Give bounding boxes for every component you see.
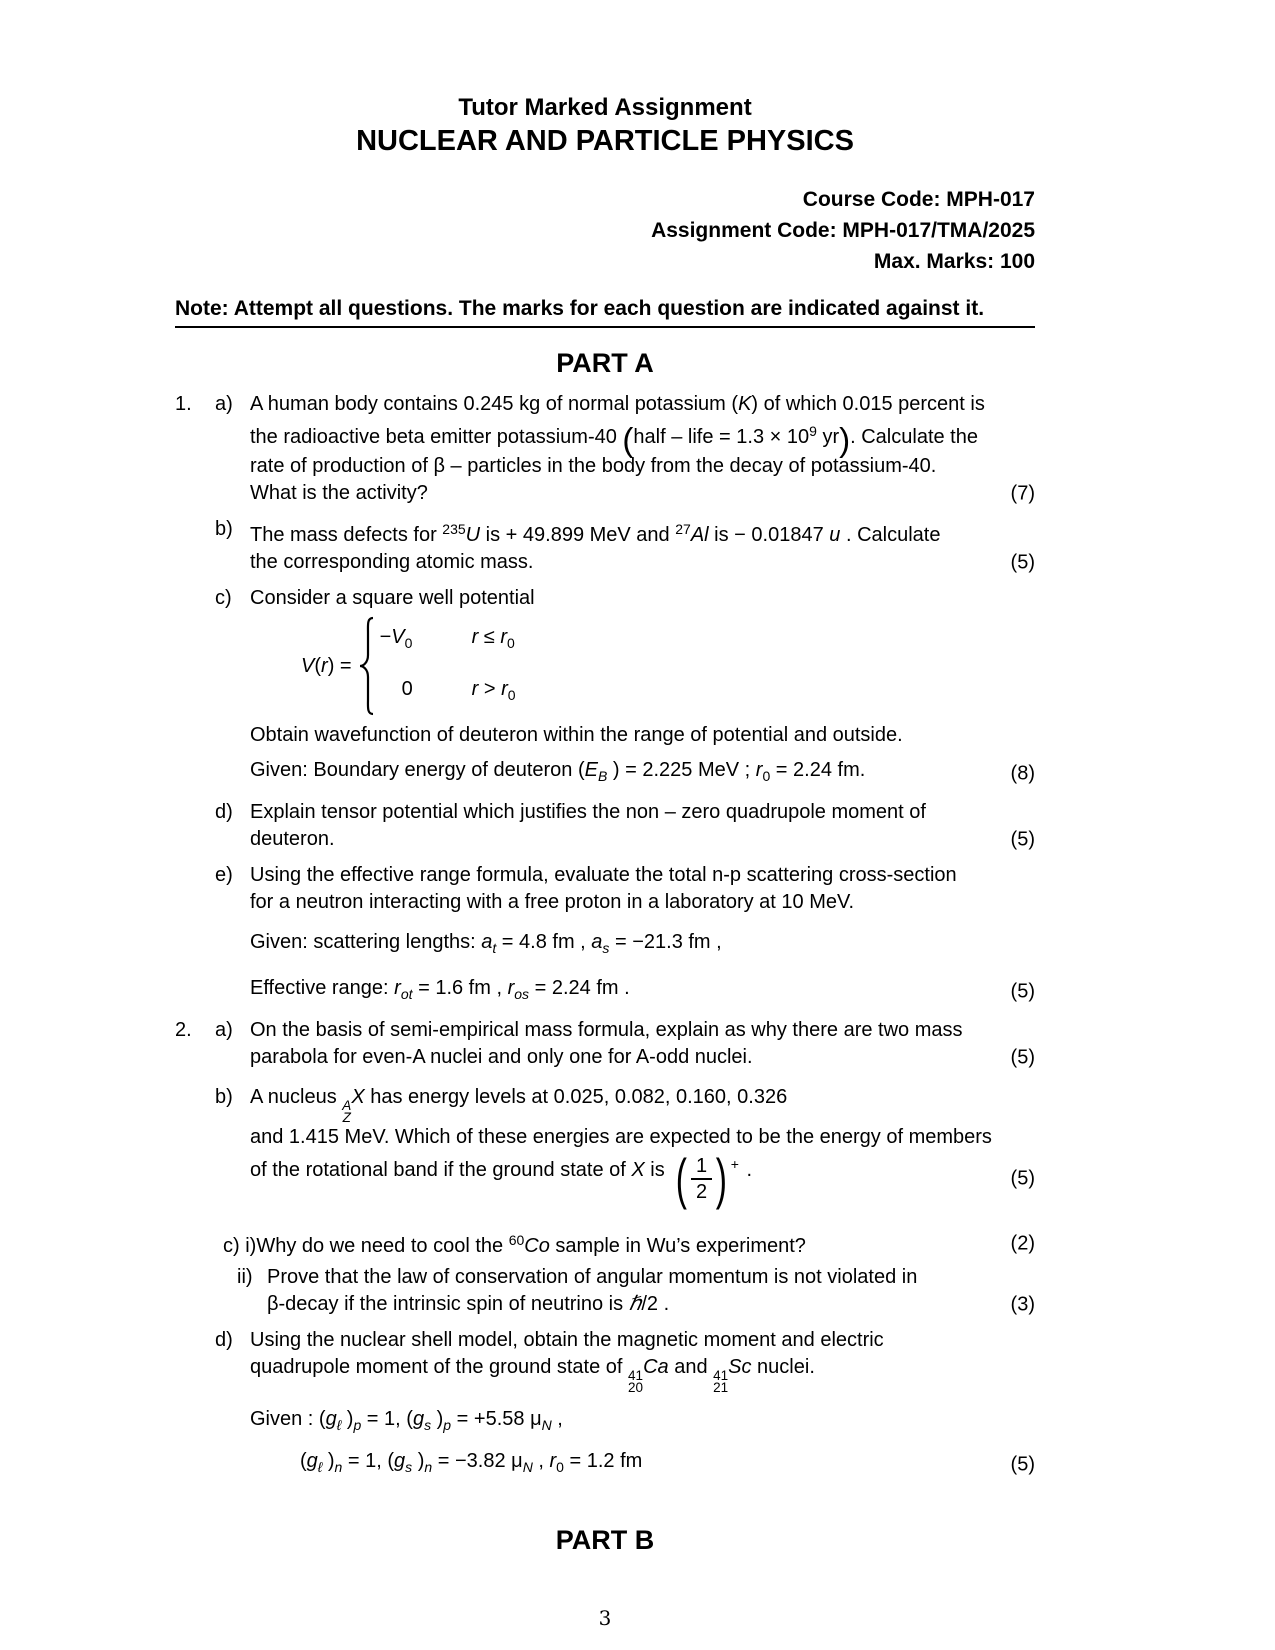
text-line bbox=[300, 1448, 1035, 1481]
text-segment: The mass defects for bbox=[250, 524, 443, 546]
part-b-heading: PART B bbox=[555, 1525, 655, 1555]
text-segment: = 1, ( bbox=[361, 1408, 413, 1430]
text-segment: s bbox=[424, 1417, 432, 1433]
text-segment: Prove that the law of conservation of angular momentum is not violated in bbox=[267, 1266, 918, 1288]
question-text bbox=[300, 1448, 1035, 1481]
text-segment: 0 bbox=[404, 635, 413, 651]
text-segment: > bbox=[478, 678, 502, 700]
text-segment: nuclei. bbox=[751, 1356, 815, 1378]
q2d bbox=[175, 1327, 1035, 1394]
text-segment: Co bbox=[524, 1235, 550, 1257]
text-segment: 0 bbox=[556, 1459, 564, 1475]
text-segment: p bbox=[353, 1417, 362, 1433]
text-segment: of the rotational band if the ground state of bbox=[250, 1159, 632, 1181]
marks-value: (5) bbox=[1010, 980, 1035, 1002]
questions-container bbox=[175, 391, 1035, 1481]
text-segment: r bbox=[501, 678, 508, 700]
marks-value: (5) bbox=[1010, 551, 1035, 573]
text-segment: os bbox=[514, 986, 530, 1002]
text-line bbox=[250, 480, 1035, 507]
question-letter: a) bbox=[215, 1019, 233, 1041]
text-segment: ) = bbox=[327, 654, 352, 677]
text-segment: ) = 2.225 MeV ; bbox=[607, 759, 756, 781]
text-segment: a bbox=[481, 931, 493, 953]
text-line bbox=[250, 1044, 1035, 1071]
case-row bbox=[380, 618, 516, 662]
left-paren: ( bbox=[676, 1147, 688, 1210]
question-letter: d) bbox=[215, 801, 233, 823]
text-line bbox=[250, 1017, 1035, 1044]
equation-lhs bbox=[301, 653, 352, 680]
text-segment: c) i)Why do we need to cool the bbox=[223, 1235, 509, 1257]
text-segment: Consider a square well potential bbox=[250, 587, 535, 609]
potential-equation bbox=[175, 616, 1035, 716]
text-segment: K bbox=[738, 393, 752, 415]
stacked-scripts bbox=[628, 1370, 643, 1394]
text-segment: , bbox=[551, 1408, 563, 1430]
text-segment: half – life = 1.3 × 10 bbox=[633, 426, 810, 448]
marks-value: (5) bbox=[1010, 1453, 1035, 1475]
question-text bbox=[250, 929, 1035, 962]
text-segment: Explain tensor potential which justifies the non – zero quadrupole moment of bbox=[250, 801, 926, 823]
text-segment: . bbox=[740, 1159, 753, 1181]
text-segment: g bbox=[325, 1408, 337, 1430]
q2d-given1 bbox=[175, 1406, 1035, 1439]
text-segment: V bbox=[301, 654, 315, 677]
text-segment: and 1.415 MeV. Which of these energies are expected to be the energy of members bbox=[250, 1126, 992, 1148]
text-line bbox=[250, 585, 1035, 612]
text-line bbox=[250, 549, 1035, 576]
case-row bbox=[380, 670, 516, 714]
text-segment: ) bbox=[839, 421, 851, 458]
text-line bbox=[250, 516, 1035, 549]
text-segment: . Calculate the bbox=[850, 426, 978, 448]
text-segment: s bbox=[602, 940, 610, 956]
case-value bbox=[380, 618, 472, 662]
text-segment: r bbox=[755, 759, 763, 781]
stack-row: 41 bbox=[628, 1368, 644, 1383]
text-segment: 0 bbox=[762, 768, 771, 784]
text-line bbox=[267, 1264, 1035, 1291]
text-segment: ( bbox=[314, 654, 322, 677]
stack-row: 20 bbox=[628, 1380, 644, 1395]
question-text bbox=[250, 516, 1035, 576]
text-segment: g bbox=[394, 1450, 406, 1472]
marks-value: (3) bbox=[1010, 1293, 1035, 1315]
text-segment: 0 bbox=[401, 678, 413, 700]
text-segment: ot bbox=[400, 986, 413, 1002]
stack-row: Z bbox=[342, 1110, 351, 1125]
text-segment: is bbox=[644, 1159, 671, 1181]
text-segment: = 2.24 fm . bbox=[529, 977, 630, 999]
text-segment: rate of production of β – particles in the body from the decay of potassium-40. bbox=[250, 455, 937, 477]
text-line bbox=[250, 1084, 1035, 1124]
text-segment: r bbox=[471, 678, 479, 700]
equation-cases bbox=[380, 618, 516, 714]
text-segment: What is the activity? bbox=[250, 482, 428, 504]
text-line bbox=[250, 975, 1035, 1008]
text-segment: − bbox=[379, 626, 392, 648]
text-segment: Effective range: bbox=[250, 977, 395, 999]
question-text bbox=[250, 1084, 1035, 1210]
text-segment: t bbox=[492, 940, 497, 956]
text-segment: sample in Wu’s experiment? bbox=[549, 1235, 806, 1257]
question-number bbox=[175, 799, 215, 853]
question-letter: e) bbox=[215, 864, 233, 886]
text-segment: . Calculate bbox=[840, 524, 941, 546]
text-line bbox=[250, 1406, 1035, 1439]
text-segment: n bbox=[424, 1459, 433, 1475]
marks-value: (5) bbox=[1010, 1167, 1035, 1190]
text-segment: r bbox=[500, 626, 508, 648]
text-segment: Sc bbox=[728, 1356, 752, 1378]
text-segment: g bbox=[306, 1450, 318, 1472]
text-segment: ℓ bbox=[336, 1417, 342, 1433]
text-line bbox=[250, 862, 1035, 889]
text-segment: A human body contains 0.245 kg of normal potassium ( bbox=[250, 393, 739, 415]
text-line bbox=[250, 453, 1035, 480]
question-letter: b) bbox=[215, 518, 233, 540]
case-condition bbox=[472, 618, 515, 662]
text-segment: is − 0.01847 bbox=[708, 524, 830, 546]
text-segment: p bbox=[443, 1417, 452, 1433]
text-segment: Given : ( bbox=[250, 1408, 326, 1430]
question-text bbox=[250, 722, 1035, 749]
stacked-scripts bbox=[713, 1370, 728, 1394]
text-segment: Given: Boundary energy of deuteron ( bbox=[250, 759, 585, 781]
text-segment: u bbox=[829, 524, 841, 546]
assignment-code: Assignment Code: MPH-017/TMA/2025 bbox=[651, 219, 1035, 242]
text-segment: ) bbox=[431, 1408, 444, 1430]
question-text bbox=[250, 1406, 1035, 1439]
case-condition bbox=[472, 670, 516, 714]
text-segment: r bbox=[394, 977, 401, 999]
max-marks: Max. Marks: 100 bbox=[873, 250, 1035, 273]
q1a bbox=[175, 391, 1035, 507]
marks-value: (5) bbox=[1010, 828, 1035, 850]
q1e bbox=[175, 862, 1035, 916]
text-line bbox=[250, 391, 1035, 418]
text-segment: Using the effective range formula, evaluate the total n-p scattering cross-section bbox=[250, 864, 957, 886]
part-a-heading: PART A bbox=[556, 348, 654, 378]
course-code: Course Code: MPH-017 bbox=[802, 188, 1035, 211]
text-line bbox=[250, 1354, 1035, 1394]
stack-row: 21 bbox=[713, 1380, 729, 1395]
text-line bbox=[250, 757, 1035, 790]
text-segment: = +5.58 bbox=[451, 1408, 531, 1430]
text-segment: 0 bbox=[507, 687, 516, 703]
text-segment: and bbox=[668, 1356, 714, 1378]
text-segment: ) bbox=[341, 1408, 354, 1430]
question-text bbox=[250, 757, 1035, 790]
text-segment: the corresponding atomic mass. bbox=[250, 551, 534, 573]
fraction-column bbox=[691, 1155, 712, 1203]
question-letter: d) bbox=[215, 1329, 233, 1351]
question-text bbox=[250, 1017, 1035, 1071]
text-segment: 0 bbox=[507, 635, 515, 651]
text-segment: is + 49.899 MeV and bbox=[480, 524, 676, 546]
q2b bbox=[175, 1084, 1035, 1210]
question-text bbox=[223, 1227, 1035, 1260]
text-segment: B bbox=[598, 768, 608, 784]
text-segment: β-decay if the intrinsic spin of neutrino is bbox=[267, 1293, 629, 1315]
text-segment: = 1.6 fm , bbox=[412, 977, 508, 999]
text-segment: V bbox=[391, 626, 405, 648]
question-number bbox=[175, 585, 215, 612]
question-text bbox=[250, 1327, 1035, 1394]
text-segment: g bbox=[412, 1408, 425, 1430]
text-segment: On the basis of semi-empirical mass formula, explain as why there are two mass bbox=[250, 1019, 963, 1041]
stack-row: A bbox=[342, 1098, 352, 1113]
text-segment: 27 bbox=[675, 521, 691, 537]
text-segment: = 1, ( bbox=[342, 1450, 395, 1472]
question-text bbox=[250, 799, 1035, 853]
text-segment: U bbox=[465, 524, 481, 546]
q1c bbox=[175, 585, 1035, 612]
text-segment: Given: scattering lengths: bbox=[250, 931, 482, 953]
text-segment: ) bbox=[412, 1450, 425, 1472]
text-line bbox=[267, 1291, 1035, 1318]
text-segment: has energy levels at 0.025, 0.082, 0.160, 0.326 bbox=[364, 1086, 788, 1108]
stacked-scripts bbox=[342, 1100, 351, 1124]
stack-row: 41 bbox=[713, 1368, 729, 1383]
text-segment: μ bbox=[511, 1450, 523, 1472]
question-text bbox=[250, 391, 1035, 507]
q1e-given bbox=[175, 929, 1035, 962]
text-segment: Al bbox=[690, 524, 709, 546]
text-segment: ) of which 0.015 percent is bbox=[751, 393, 985, 415]
text-segment: r bbox=[471, 626, 479, 648]
text-segment: deuteron. bbox=[250, 828, 335, 850]
text-segment: ℓ bbox=[317, 1459, 323, 1475]
text-line bbox=[223, 1227, 1035, 1260]
q2c-i bbox=[175, 1227, 1035, 1260]
text-segment: quadrupole moment of the ground state of bbox=[250, 1356, 629, 1378]
text-segment: the radioactive beta emitter potassium-40 bbox=[250, 426, 623, 448]
question-letter: c) bbox=[215, 587, 232, 609]
question-text bbox=[250, 975, 1035, 1008]
text-segment: = 4.8 fm , bbox=[496, 931, 592, 953]
text-segment: = 1.2 fm bbox=[563, 1450, 643, 1472]
fraction-superscript: + bbox=[730, 1156, 739, 1172]
text-segment: ℏ bbox=[628, 1293, 642, 1315]
text-segment: s bbox=[405, 1459, 413, 1475]
marks-value: (5) bbox=[1010, 1046, 1035, 1068]
text-segment: parabola for even-A nuclei and only one for A-odd nuclei. bbox=[250, 1046, 753, 1068]
text-line bbox=[250, 722, 1035, 749]
text-segment: 60 bbox=[508, 1232, 525, 1248]
page-number: 3 bbox=[598, 1606, 612, 1630]
case-value bbox=[380, 670, 472, 714]
text-line bbox=[250, 1327, 1035, 1354]
question-number: 1. bbox=[175, 393, 192, 415]
question-number bbox=[175, 1084, 215, 1207]
text-line bbox=[250, 799, 1035, 826]
text-segment: ) bbox=[322, 1450, 335, 1472]
note-line: Note: Attempt all questions. The marks for each question are indicated against it. bbox=[175, 297, 1035, 328]
text-segment: n bbox=[334, 1459, 343, 1475]
assignment-type-heading: Tutor Marked Assignment bbox=[458, 94, 752, 121]
marks-value: (2) bbox=[1010, 1232, 1035, 1254]
q1c-given bbox=[175, 757, 1035, 790]
text-segment: r bbox=[549, 1450, 557, 1472]
course-meta-block bbox=[175, 184, 1035, 277]
fraction-numerator: 1 bbox=[691, 1155, 712, 1180]
text-segment: Obtain wavefunction of deuteron within the range of potential and outside. bbox=[250, 724, 903, 746]
text-segment: Using the nuclear shell model, obtain the magnetic moment and electric bbox=[250, 1329, 884, 1351]
text-line bbox=[250, 929, 1035, 962]
text-segment: yr bbox=[816, 426, 840, 448]
text-segment: A nucleus bbox=[250, 1086, 343, 1108]
course-title-heading: NUCLEAR AND PARTICLE PHYSICS bbox=[356, 125, 854, 157]
text-segment: = 2.24 fm. bbox=[770, 759, 866, 781]
text-segment: N bbox=[541, 1417, 552, 1433]
fraction-denominator: 2 bbox=[695, 1181, 708, 1203]
text-segment: μ bbox=[530, 1408, 542, 1430]
question-text bbox=[250, 585, 1035, 612]
text-segment: ≤ bbox=[478, 626, 501, 648]
right-paren: ) bbox=[715, 1147, 728, 1210]
q1c-obtain bbox=[175, 722, 1035, 749]
q2c-ii bbox=[175, 1264, 1035, 1318]
question-letter: b) bbox=[215, 1086, 233, 1108]
text-segment: r bbox=[321, 654, 328, 677]
left-brace bbox=[358, 616, 376, 716]
text-line bbox=[250, 1147, 1035, 1210]
question-letter: a) bbox=[215, 393, 233, 415]
question-number: 2. bbox=[175, 1019, 192, 1041]
text-segment: ( bbox=[622, 421, 634, 458]
q2d-given2 bbox=[175, 1448, 1035, 1481]
text-segment: r bbox=[507, 977, 515, 999]
text-line bbox=[250, 889, 1035, 916]
text-segment: for a neutron interacting with a free proton in a laboratory at 10 MeV. bbox=[250, 891, 855, 913]
subquestion-letter: ii) bbox=[237, 1266, 253, 1288]
text-segment: 235 bbox=[442, 521, 466, 537]
marks-value: (8) bbox=[1010, 762, 1035, 784]
text-segment: 9 bbox=[809, 423, 817, 439]
page-content bbox=[175, 0, 1035, 1630]
text-segment: E bbox=[584, 759, 598, 781]
q1d bbox=[175, 799, 1035, 853]
text-line bbox=[250, 826, 1035, 853]
text-segment: = −21.3 fm , bbox=[609, 931, 722, 953]
question-number bbox=[175, 516, 215, 576]
text-line bbox=[250, 1124, 1035, 1151]
text-segment: /2 . bbox=[641, 1293, 670, 1315]
text-segment: N bbox=[522, 1459, 533, 1475]
q1e-range bbox=[175, 975, 1035, 1008]
text-segment: = −3.82 bbox=[432, 1450, 512, 1472]
text-segment: X bbox=[631, 1159, 645, 1181]
marks-value: (7) bbox=[1010, 482, 1035, 504]
question-text bbox=[250, 862, 1035, 916]
text-segment: ( bbox=[300, 1450, 307, 1472]
q1b bbox=[175, 516, 1035, 576]
question-number bbox=[175, 1327, 215, 1394]
question-number bbox=[175, 862, 215, 916]
text-line bbox=[250, 418, 1035, 458]
q2a bbox=[175, 1017, 1035, 1071]
question-text bbox=[267, 1264, 1035, 1318]
text-segment: , bbox=[532, 1450, 550, 1472]
fraction bbox=[672, 1147, 739, 1210]
text-segment: a bbox=[591, 931, 603, 953]
text-segment: X bbox=[351, 1086, 365, 1108]
text-segment: Ca bbox=[643, 1356, 669, 1378]
